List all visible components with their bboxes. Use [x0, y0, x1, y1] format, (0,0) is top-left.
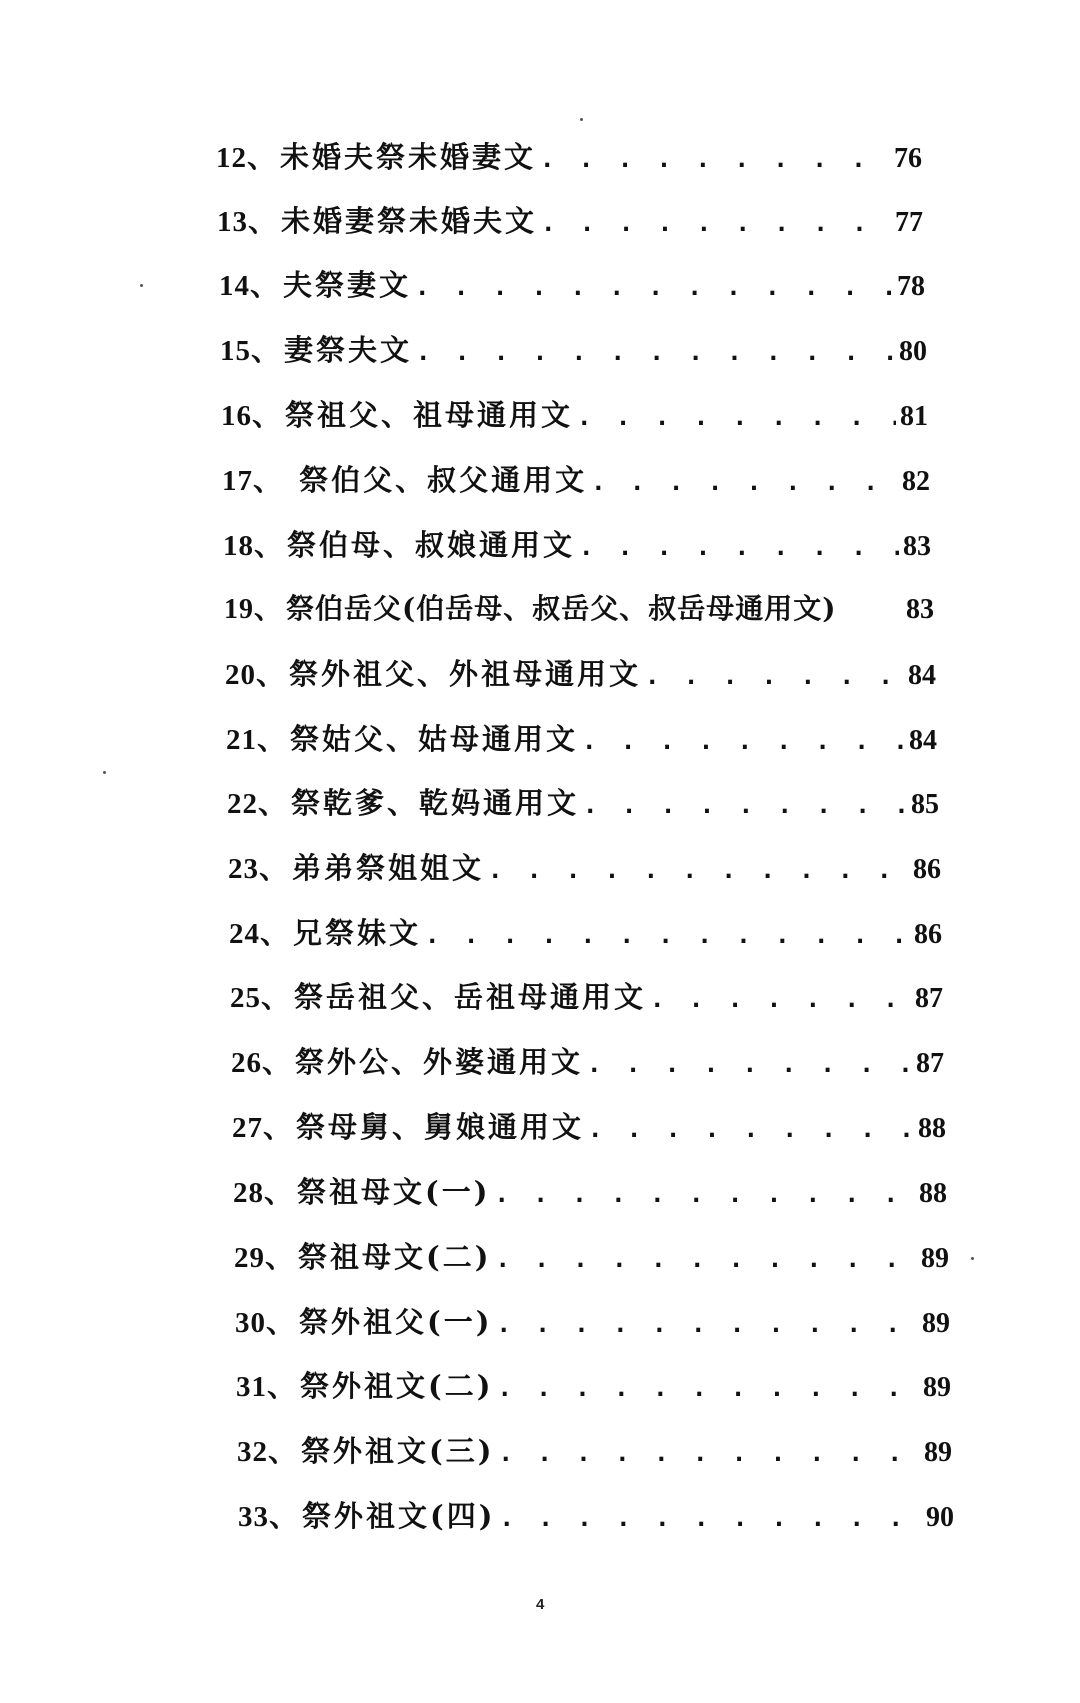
- toc-entry-27[interactable]: [232, 1108, 946, 1148]
- entry-separator: 、: [268, 1434, 298, 1468]
- entry-title: 妻祭夫文: [284, 333, 413, 367]
- dot-leader: [577, 398, 896, 436]
- entry-title: 祭祖母文(一): [297, 1175, 491, 1209]
- entry-number: 25: [230, 982, 261, 1014]
- toc-entry-12[interactable]: [216, 138, 922, 178]
- entry-number: 13: [217, 206, 248, 238]
- scan-speck: [103, 771, 106, 774]
- entry-number: 19: [224, 594, 254, 625]
- entry-separator: 、: [252, 398, 282, 432]
- entry-title: 祭外祖文(三): [301, 1434, 495, 1468]
- entry-separator: 、: [253, 463, 283, 497]
- toc-entry-33[interactable]: [238, 1497, 954, 1537]
- entry-separator: 、: [262, 1045, 292, 1079]
- toc-entry-24[interactable]: [229, 914, 942, 954]
- dot-leader: [488, 851, 909, 889]
- toc-entry-29[interactable]: [234, 1238, 949, 1278]
- entry-number: 24: [229, 918, 260, 950]
- entry-title: 祭外祖文(四): [302, 1499, 496, 1533]
- entry-title: 祭外祖文(二): [300, 1369, 494, 1403]
- entry-separator: 、: [261, 980, 291, 1014]
- dot-leader: [579, 528, 899, 566]
- entry-separator: 、: [267, 1369, 297, 1403]
- entry-title: 祭伯父、叔父通用文: [286, 463, 588, 497]
- entry-title: 未婚妻祭未婚夫文: [281, 204, 538, 238]
- entry-number: 32: [237, 1436, 268, 1468]
- entry-number: 31: [236, 1371, 267, 1403]
- entry-page: 83: [903, 531, 931, 562]
- entry-number: 33: [238, 1501, 269, 1533]
- dot-leader: [645, 657, 904, 695]
- toc-entry-21[interactable]: [226, 720, 937, 760]
- entry-number: 23: [228, 853, 259, 885]
- entry-title: 祭外祖父(一): [299, 1305, 493, 1339]
- toc-entry-30[interactable]: [235, 1303, 950, 1343]
- entry-title: 未婚夫祭未婚妻文: [280, 140, 537, 174]
- dot-leader: [495, 1240, 917, 1278]
- entry-number: 12: [216, 142, 247, 174]
- entry-page: 83: [906, 594, 934, 625]
- entry-page: 87: [915, 983, 943, 1014]
- entry-page: 76: [894, 143, 922, 174]
- entry-title: 祭祖父、祖母通用文: [285, 398, 574, 432]
- entry-separator: 、: [258, 786, 288, 820]
- dot-leader: [587, 1045, 912, 1083]
- entry-page: 90: [926, 1502, 954, 1533]
- entry-page: 85: [911, 789, 939, 820]
- toc-entry-18[interactable]: [223, 526, 931, 566]
- entry-title: 祭伯岳父(伯岳母、叔岳父、叔岳母通用文): [286, 592, 837, 625]
- dot-leader: [582, 722, 905, 760]
- entry-separator: 、: [260, 916, 290, 950]
- entry-number: 16: [221, 400, 252, 432]
- toc-entry-17[interactable]: [222, 461, 930, 501]
- entry-separator: 、: [247, 140, 277, 174]
- toc-entry-31[interactable]: [236, 1367, 951, 1407]
- toc-entry-16[interactable]: [221, 396, 928, 436]
- dot-leader: [416, 333, 895, 371]
- toc-entry-25[interactable]: [230, 978, 943, 1018]
- entry-separator: 、: [266, 1305, 296, 1339]
- entry-page: 80: [899, 336, 927, 367]
- entry-title: 祭外祖父、外祖母通用文: [289, 657, 642, 691]
- dot-leader: [650, 980, 911, 1018]
- dot-leader: [415, 268, 893, 306]
- entry-number: 15: [220, 335, 251, 367]
- dot-leader: [499, 1499, 922, 1537]
- toc-entry-14[interactable]: [219, 266, 925, 306]
- toc-entry-23[interactable]: [228, 849, 941, 889]
- entry-title: 弟弟祭姐姐文: [292, 851, 485, 885]
- entry-number: 18: [223, 530, 254, 562]
- entry-separator: 、: [269, 1499, 299, 1533]
- entry-title: 祭乾爹、乾妈通用文: [291, 786, 580, 820]
- entry-title: 祭姑父、姑母通用文: [290, 722, 579, 756]
- entry-page: 89: [923, 1372, 951, 1403]
- scan-speck: [971, 1257, 974, 1260]
- toc-entry-19[interactable]: [224, 590, 934, 629]
- entry-title: 祭祖母文(二): [298, 1240, 492, 1274]
- entry-page: 84: [909, 725, 937, 756]
- entry-page: 81: [900, 401, 928, 432]
- entry-separator: 、: [263, 1110, 293, 1144]
- toc-entry-32[interactable]: [237, 1432, 952, 1472]
- entry-number: 20: [225, 659, 256, 691]
- entry-page: 89: [922, 1308, 950, 1339]
- dot-leader: [498, 1434, 920, 1472]
- entry-separator: 、: [259, 851, 289, 885]
- entry-number: 14: [219, 270, 250, 302]
- dot-leader: [591, 463, 898, 501]
- entry-title: 祭外公、外婆通用文: [295, 1045, 584, 1079]
- entry-title: 祭伯母、叔娘通用文: [287, 528, 576, 562]
- entry-number: 27: [232, 1112, 263, 1144]
- page-number: 4: [536, 1596, 545, 1613]
- dot-leader: [540, 140, 890, 178]
- entry-separator: 、: [256, 657, 286, 691]
- dot-leader: [497, 1369, 919, 1407]
- entry-separator: 、: [264, 1175, 294, 1209]
- dot-leader: [541, 204, 891, 242]
- scan-speck: [580, 118, 583, 121]
- entry-number: 17: [222, 465, 253, 497]
- entry-number: 26: [231, 1047, 262, 1079]
- entry-separator: 、: [265, 1240, 295, 1274]
- entry-page: 88: [919, 1178, 947, 1209]
- dot-leader: [425, 916, 910, 954]
- toc-entry-26[interactable]: [231, 1043, 944, 1083]
- entry-page: 77: [895, 207, 923, 238]
- entry-page: 86: [914, 919, 942, 950]
- entry-page: 89: [921, 1243, 949, 1274]
- entry-page: 87: [916, 1048, 944, 1079]
- entry-page: 82: [902, 466, 930, 497]
- entry-separator: 、: [250, 268, 280, 302]
- toc-entry-13[interactable]: [217, 202, 923, 242]
- entry-title: 兄祭妹文: [293, 916, 422, 950]
- entry-number: 30: [235, 1307, 266, 1339]
- dot-leader: [496, 1305, 918, 1343]
- toc-entry-28[interactable]: [233, 1173, 947, 1213]
- entry-number: 28: [233, 1177, 264, 1209]
- entry-page: 86: [913, 854, 941, 885]
- dot-leader: [588, 1110, 914, 1148]
- entry-separator: 、: [254, 528, 284, 562]
- dot-leader: [583, 786, 907, 824]
- dot-leader: [494, 1175, 915, 1213]
- entry-page: 88: [918, 1113, 946, 1144]
- entry-separator: 、: [254, 592, 283, 625]
- entry-separator: 、: [251, 333, 281, 367]
- entry-title: 夫祭妻文: [283, 268, 412, 302]
- entry-number: 29: [234, 1242, 265, 1274]
- entry-page: 89: [924, 1437, 952, 1468]
- entry-title: 祭岳祖父、岳祖母通用文: [294, 980, 647, 1014]
- toc-entry-20[interactable]: [225, 655, 936, 695]
- entry-number: 22: [227, 788, 258, 820]
- entry-title: 祭母舅、舅娘通用文: [296, 1110, 585, 1144]
- toc-entry-22[interactable]: [227, 784, 939, 824]
- entry-page: 84: [908, 660, 936, 691]
- entry-number: 21: [226, 724, 257, 756]
- entry-separator: 、: [248, 204, 278, 238]
- entry-page: 78: [897, 271, 925, 302]
- toc-entry-15[interactable]: [220, 331, 927, 371]
- scan-speck: [140, 284, 143, 287]
- entry-separator: 、: [257, 722, 287, 756]
